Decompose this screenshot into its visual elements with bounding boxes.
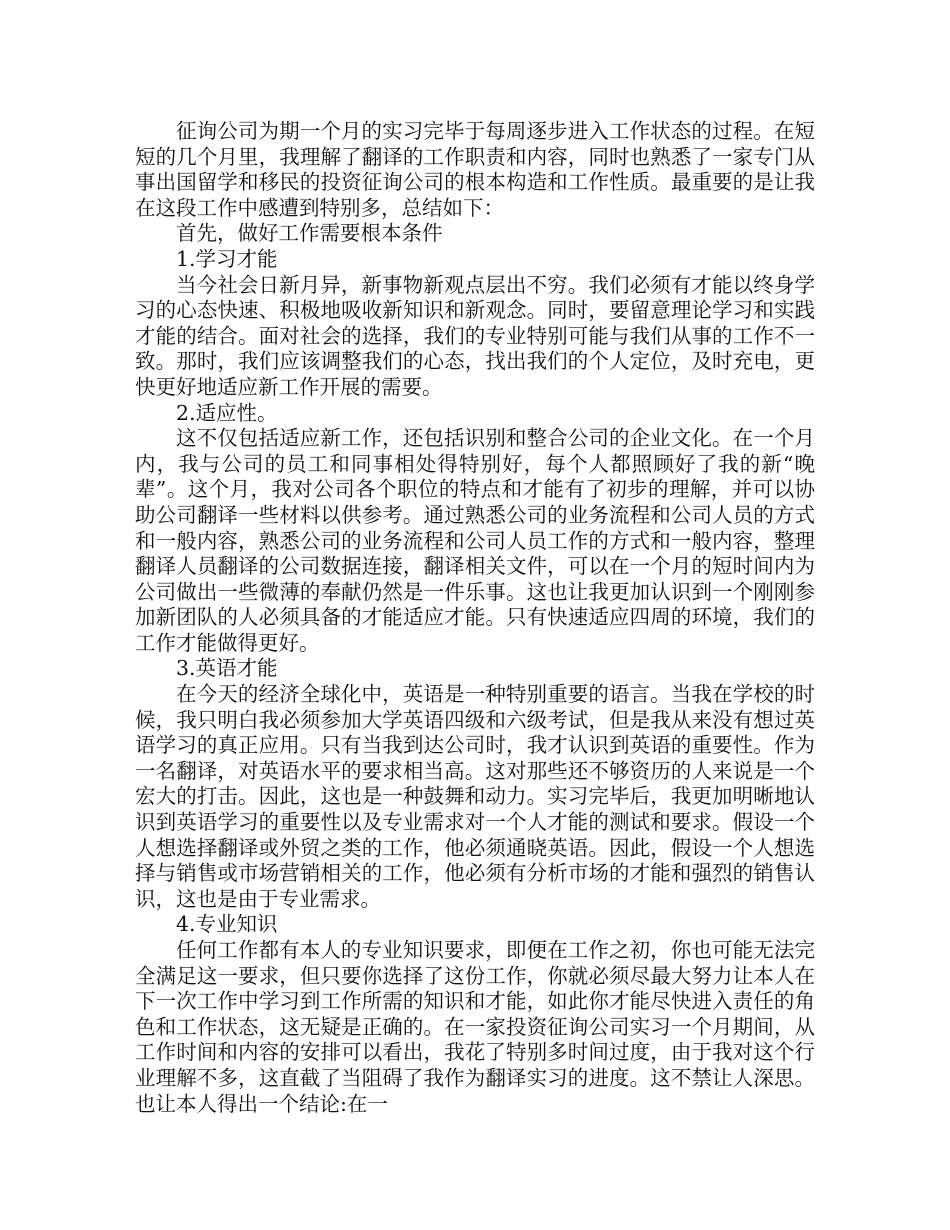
heading-professional-knowledge: 4.专业知识 [176, 912, 278, 937]
paragraph-learning-ability: 当今社会日新月异，新事物新观点层出不穷。我们必须有才能以终身学习的心态快速、积极地吸收新知识和新观念。同时，要留意理论学习和实践才能的结合。面对社会的选择，我们的专业特别可能与我们从事的工作不一致。那时，我们应该调整我们的心态，找出我们的个人定位，及时充电，更快更好地适应新工作开展的需要。 [135, 272, 815, 399]
paragraph-english-ability: 在今天的经济全球化中，英语是一种特别重要的语言。当我在学校的时候，我只明白我必须参加大学英语四级和六级考试，但是我从来没有想过英语学习的真正应用。只有当我到达公司时，我才认识到英语的重要性。作为一名翻译，对英语水平的要求相当高。这对那些还不够资历的人来说是一个宏大的打击。因此，这也是一种鼓舞和动力。实习完毕后，我更加明晰地认识到英语学习的重要性以及专业需求对一个人才能的测试和要求。假设一个人想选择翻译或外贸之类的工作，他必须通晓英语。因此，假设一个人想选择与销售或市场营销相关的工作，他必须有分析市场的才能和强烈的销售认识，这也是由于专业需求。 [135, 682, 815, 911]
heading-learning-ability: 1.学习才能 [176, 246, 278, 271]
paragraph-professional-knowledge: 任何工作都有本人的专业知识要求，即便在工作之初，你也可能无法完全满足这一要求，但只要你选择了这份工作，你就必须尽最大努力让本人在下一次工作中学习到工作所需的知识和才能，如此你才能尽快进入责任的角色和工作状态，这无疑是正确的。在一家投资征询公司实习一个月期间，从工作时间和内容的安排可以看出，我花了特别多时间过度，由于我对这个行业理解不多，这直截了当阻碍了我作为翻译实习的进度。这不禁让人深思。也让本人得出一个结论:在一 [135, 938, 815, 1116]
document-page [135, 119, 815, 1117]
heading-basic-conditions: 首先，做好工作需要根本条件 [176, 221, 443, 246]
paragraph-intro: 征询公司为期一个月的实习完毕于每周逐步进入工作状态的过程。在短短的几个月里，我理解了翻译的工作职责和内容，同时也熟悉了一家专门从事出国留学和移民的投资征询公司的根本构造和工作性质。最重要的是让我在这段工作中感遭到特别多，总结如下： [135, 119, 815, 220]
paragraph-adaptability: 这不仅包括适应新工作，还包括识别和整合公司的企业文化。在一个月内，我与公司的员工和同事相处得特别好，每个人都照顾好了我的新“晚辈”。这个月，我对公司各个职位的特点和才能有了初步的理解，并可以协助公司翻译一些材料以供参考。通过熟悉公司的业务流程和公司人员的方式和一般内容，熟悉公司的业务流程和公司人员工作的方式和一般内容，整理翻译人员翻译的公司数据连接，翻译相关文件，可以在一个月的短时间内为公司做出一些微薄的奉献仍然是一件乐事。这也让我更加认识到一个刚刚参加新团队的人必须具备的才能适应才能。只有快速适应四周的环境，我们的工作才能做得更好。 [135, 426, 815, 655]
heading-english-ability: 3.英语才能 [176, 656, 278, 681]
heading-adaptability: 2.适应性。 [176, 400, 278, 425]
